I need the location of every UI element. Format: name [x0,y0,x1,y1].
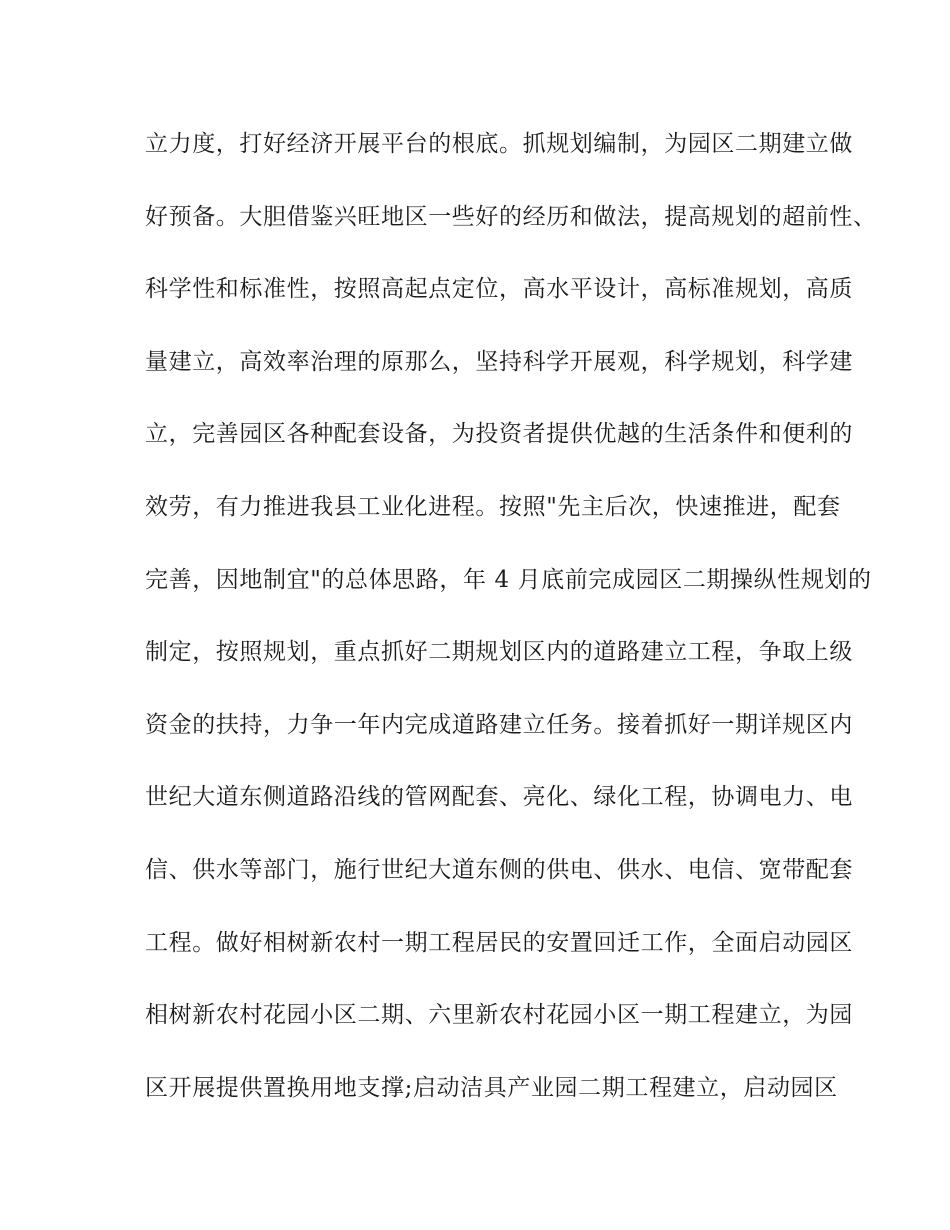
text-line: 效劳，有力推进我县工业化进程。按照"先主后次，快速推进，配套 [145,493,841,520]
text-line: 资金的扶持，力争一年内完成道路建立任务。接着抓好一期详规区内 [145,711,853,738]
text-line: 好预备。大胆借鉴兴旺地区一些好的经历和做法，提高规划的超前性、 [145,203,877,230]
text-line: 量建立，高效率治理的原那么，坚持科学开展观，科学规划，科学建 [145,348,853,375]
body-text [145,124,877,1140]
text-line: 信、供水等部门，施行世纪大道东侧的供电、供水、电信、宽带配套 [145,856,853,883]
text-line: 区开展提供置换用地支撑;启动洁具产业园二期工程建立，启动园区 [145,1074,838,1101]
text-line: 工程。做好相树新农村一期工程居民的安置回迁工作，全面启动园区 [145,929,853,956]
text-line: 完善，因地制宜"的总体思路，年 4 月底前完成园区二期操纵性规划的 [145,566,872,593]
text-line: 立力度，打好经济开展平台的根底。抓规划编制，为园区二期建立做 [145,131,853,157]
text-line: 世纪大道东侧道路沿线的管网配套、亮化、绿化工程，协调电力、电 [145,784,853,811]
text-line: 相树新农村花园小区二期、六里新农村花园小区一期工程建立，为园 [145,1002,853,1029]
text-line: 制定，按照规划，重点抓好二期规划区内的道路建立工程，争取上级 [145,639,853,666]
text-line: 立，完善园区各种配套设备，为投资者提供优越的生活条件和便利的 [145,421,853,448]
text-line: 科学性和标准性，按照高起点定位，高水平设计，高标准规划，高质 [145,276,853,303]
